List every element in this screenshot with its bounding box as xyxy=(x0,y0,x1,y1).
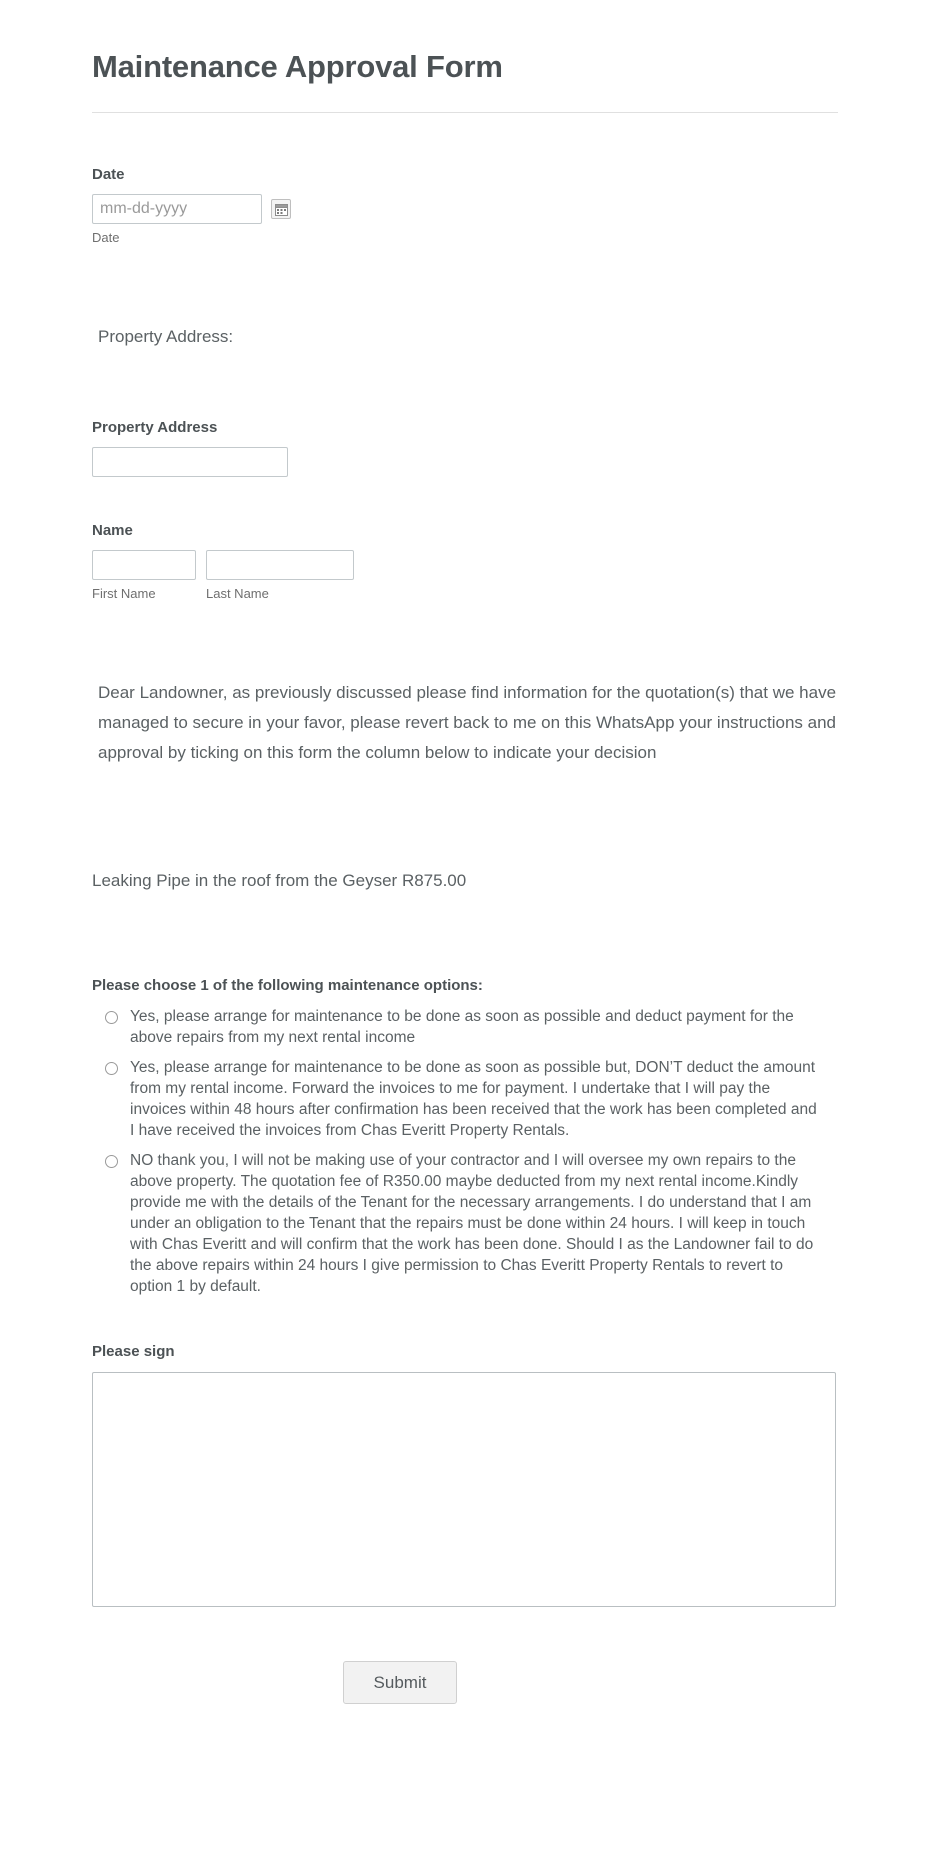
spacer xyxy=(92,356,838,392)
signature-field-group xyxy=(92,1342,838,1607)
name-label: Name xyxy=(92,522,133,539)
radio-circle-icon[interactable] xyxy=(105,1011,118,1024)
form-header xyxy=(92,0,838,139)
header-divider xyxy=(92,112,838,113)
property-address-field-group xyxy=(92,392,838,477)
radio-circle-icon[interactable] xyxy=(105,1062,118,1075)
last-name-sublabel: Last Name xyxy=(206,586,269,601)
date-field-label: Date xyxy=(92,166,125,183)
signature-label: Please sign xyxy=(92,1343,175,1360)
spacer xyxy=(92,602,838,660)
radio-circle-icon[interactable] xyxy=(105,1155,118,1168)
date-input[interactable] xyxy=(92,194,262,224)
spacer xyxy=(92,958,838,976)
radio-option-1[interactable] xyxy=(92,1006,838,1048)
radio-option-2-label: Yes, please arrange for maintenance to be done as soon as possible but, DON’T deduct the amount from my rental income. Forward the invoices to me for payment. I undertake that I will pay the invoices within 48 hours after confirmation has been received that the work has been completed and I have received the invoices from Chas Everitt Property Rentals. xyxy=(130,1059,817,1139)
submit-row xyxy=(92,1607,838,1764)
spacer xyxy=(92,900,838,958)
first-name-input[interactable] xyxy=(92,550,196,580)
property-address-label: Property Address xyxy=(92,419,218,436)
quote-line-block xyxy=(92,848,838,900)
radio-option-3[interactable] xyxy=(92,1150,838,1297)
radio-option-2[interactable] xyxy=(92,1057,838,1141)
intro-paragraph: Dear Landowner, as previously discussed please find information for the quotation(s) that we have managed to secure in your favor, please revert back to me on this WhatsApp your instructions and approval by ticking on this form the column below to indicate your decision xyxy=(98,683,837,762)
spacer xyxy=(92,477,838,495)
date-input-row xyxy=(92,194,838,224)
name-field-group xyxy=(92,495,838,602)
property-address-note: Property Address: xyxy=(98,327,234,346)
calendar-picker-icon[interactable] xyxy=(271,199,291,219)
property-address-note-block xyxy=(92,304,838,356)
date-field-group xyxy=(92,139,838,246)
date-sublabel: Date xyxy=(92,230,120,245)
intro-paragraph-block xyxy=(92,660,838,772)
spacer xyxy=(92,830,838,848)
maintenance-options-group xyxy=(92,976,838,1297)
spacer xyxy=(92,246,838,304)
page-title: Maintenance Approval Form xyxy=(92,49,503,84)
maintenance-options-heading: Please choose 1 of the following maintenance options: xyxy=(92,977,483,994)
radio-option-1-label: Yes, please arrange for maintenance to be done as soon as possible and deduct payment for the above repairs from my next rental income xyxy=(130,1008,794,1046)
property-address-input[interactable] xyxy=(92,447,288,477)
spacer xyxy=(92,772,838,830)
name-input-row xyxy=(92,550,838,602)
submit-button[interactable]: Submit xyxy=(343,1661,458,1704)
last-name-column xyxy=(206,550,354,602)
radio-option-3-label: NO thank you, I will not be making use of your contractor and I will oversee my own repairs to the above property. The quotation fee of R350.00 maybe deducted from my next rental income.Kindly provide me with the details of the Tenant for the necessary arrangements. I do understand that I am under an obligation to the Tenant that the repairs must be done within 24 hours. I will keep in touch with Chas Everitt and will confirm that the work has been done. Should I as the Landowner fail to do the above repairs within 24 hours I give permission to Chas Everitt Property Rentals to revert to option 1 by default. xyxy=(130,1152,814,1295)
spacer xyxy=(92,1306,838,1342)
last-name-input[interactable] xyxy=(206,550,354,580)
quote-line: Leaking Pipe in the roof from the Geyser R875.00 xyxy=(92,871,467,890)
first-name-column xyxy=(92,550,196,602)
signature-pad[interactable] xyxy=(92,1372,836,1607)
first-name-sublabel: First Name xyxy=(92,586,156,601)
